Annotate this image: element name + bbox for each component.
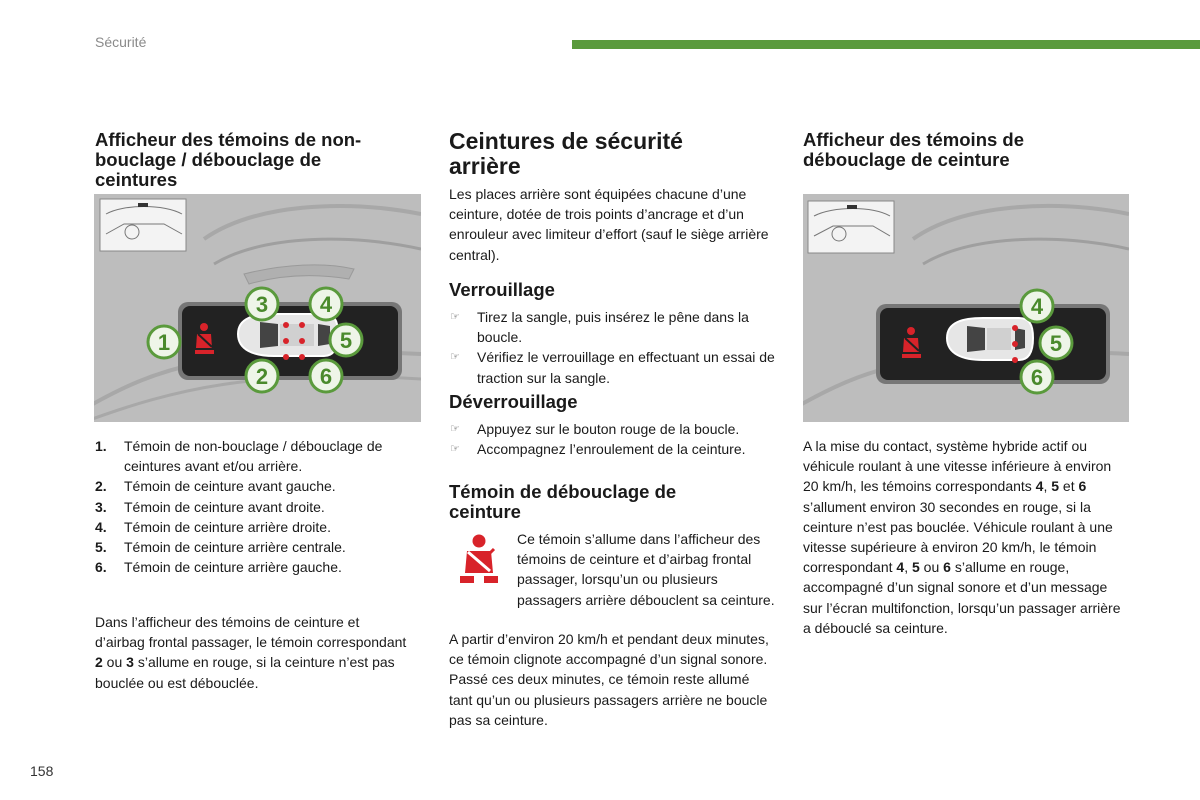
callout-3-label: 3: [255, 292, 269, 317]
list-item: 6. Témoin de ceinture arrière gauche.: [95, 559, 342, 576]
list-item: ☞ Appuyez sur le bouton rouge de la boucle.: [449, 419, 779, 439]
left-note-paragraph: Dans l’afficheur des témoins de ceinture et d’airbag frontal passager, le témoin correspondant 2 ou 3 s’allume en rouge, si la ceinture n’est pas bouclée ou est débouclée.: [95, 614, 407, 691]
list-item: 4. Témoin de ceinture arrière droite.: [95, 518, 331, 535]
intro-paragraph: Les places arrière sont équipées chacune d’une ceinture, dotée de trois points d’ancrage et d’un enrouleur avec limiteur d’effort (sauf le siège arrière central).: [449, 186, 769, 263]
locking-steps: [449, 307, 779, 388]
callout-4-label: 4: [1030, 294, 1044, 319]
callout-5-label: 5: [339, 328, 353, 353]
figure-right-unbuckle-display: [803, 194, 1129, 422]
list-item: 3. Témoin de ceinture avant droite.: [95, 498, 325, 515]
dashboard-illustration-right: [803, 194, 1129, 422]
unbuckle-warning-icon: [456, 533, 502, 587]
dashboard-illustration-left: [94, 194, 421, 422]
pointing-hand-icon: ☞: [450, 423, 460, 435]
locking-heading: Verrouillage: [449, 279, 555, 300]
callout-1-label: 1: [157, 330, 171, 355]
pointing-hand-icon: ☞: [450, 351, 460, 364]
callout-4-label: 4: [319, 292, 333, 317]
pointing-hand-icon: ☞: [450, 311, 460, 323]
unbuckle-heading: Témoin de débouclage de ceinture: [449, 481, 677, 522]
unlocking-steps: [449, 419, 779, 459]
callout-5-label: 5: [1049, 331, 1063, 356]
list-item: 5. Témoin de ceinture arrière centrale.: [95, 539, 346, 556]
page-title: Ceintures de sécurité arrière: [449, 128, 683, 179]
list-item: ☞ Tirez la sangle, puis insérez le pêne dans la boucle.: [450, 309, 749, 346]
page-number: 158: [30, 763, 54, 779]
unbuckle-text-2: A partir d’environ 20 km/h et pendant deux minutes, ce témoin clignote accompagné d’un signal sonore. Passé ces deux minutes, ce témoin reste allumé tant qu’un ou plusieurs passagers arrière ne boucle pas sa ceinture.: [449, 631, 769, 728]
list-item: ☞ Vérifiez le verrouillage en effectuant un essai de traction sur la sangle.: [450, 349, 775, 386]
pointing-hand-icon: ☞: [450, 443, 460, 456]
list-item: 1. Témoin de non-bouclage / débouclage de ceintures avant et/ou arrière.: [95, 438, 383, 475]
callout-6-label: 6: [319, 364, 333, 389]
list-item: ☞ Accompagnez l’enroulement de la ceinture.: [449, 439, 779, 459]
list-item: 2. Témoin de ceinture avant gauche.: [95, 478, 336, 495]
callout-2-label: 2: [255, 364, 269, 389]
left-heading: Afficheur des témoins de non-bouclage / débouclage de ceintures: [95, 129, 362, 190]
header-accent-bar: [572, 40, 1200, 49]
callout-6-label: 6: [1030, 365, 1044, 390]
right-heading: Afficheur des témoins de débouclage de ceinture: [803, 129, 1025, 170]
car-top-view-icon: [947, 318, 1033, 360]
unlocking-heading: Déverrouillage: [449, 391, 578, 412]
right-paragraph: A la mise du contact, système hybride actif ou véhicule roulant à une vitesse inférieure à environ 20 km/h, les témoins correspondants 4, 5 et 6 s’allument environ 30 secondes en rouge, si la ceinture n’est pas bouclée. Véhicule roulant à une vitesse supérieure à environ 20 km/h, le témoin correspondant 4, 5 ou 6 s’allume en rouge, accompagné d’un signal sonore et d’un message sur l’écran multifonction, lorsqu’un passager arrière a débouclé sa ceinture.: [803, 438, 1121, 636]
car-interior-thumbnail: [100, 199, 186, 251]
section-label: Sécurité: [95, 34, 147, 50]
left-indicator-list: [95, 436, 415, 577]
unbuckle-text-1: Ce témoin s’allume dans l’afficheur des témoins de ceinture et d’airbag frontal passager, lorsqu’un ou plusieurs passagers arrière débouclent sa ceinture.: [517, 531, 775, 608]
figure-left-seatbelt-display: [94, 194, 421, 422]
car-interior-thumbnail: [808, 201, 894, 253]
